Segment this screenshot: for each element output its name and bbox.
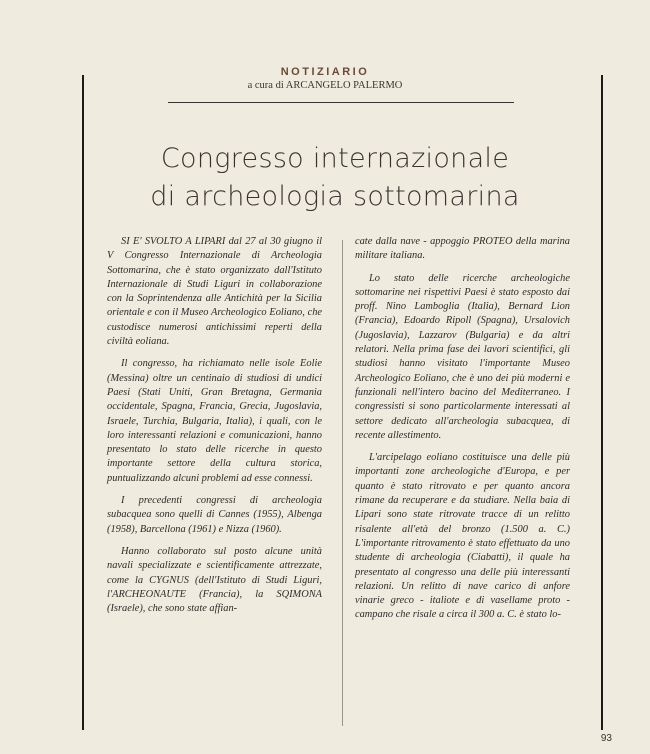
title-line-1: Congresso internazionale xyxy=(160,143,510,174)
text-column-left xyxy=(107,235,322,624)
editor-byline: a cura di ARCANGELO PALERMO xyxy=(247,80,403,91)
text-column-right xyxy=(355,235,570,631)
title-line-2: di archeologia sottomarina xyxy=(150,181,520,212)
paragraph: I precedenti congressi di archeologia subacquea sono quelli di Cannes (1955), Albenga (1958), Barcellona (1961) e Nizza (1960). xyxy=(107,495,322,535)
paragraph: SI E' SVOLTO A LIPARI dal 27 al 30 giugno il V Congresso Internazionale di Archeologia Sottomarina, che è stato organizzato dall'Istituto Internazionale di Studi Liguri in collaborazione con la Soprintendenza alle Antichità per la Sicilia orientale e con il Museo Archeologico Eoliano, che custodisce numerosi antichissimi reperti della civiltà eoliana. xyxy=(107,236,322,348)
paragraph: Lo stato delle ricerche archeologiche sottomarine nei rispettivi Paesi è stato esposto dai proff. Nino Lamboglia (Italia), Bernard Lion (Francia), Edoardo Ripoll (Spagna), Ursalovich (Jugoslavia), Lazzarov (Bulgaria) e da altri relatori. Nella prima fase dei lavori scientifici, gli studiosi hanno visitato l'importante Museo Archeologico Eoliano, che è uno dei più moderni e funzionali nell'intero bacino del Mediterraneo. I congressisti si sono particolarmente interessati al settore dedicato all'archeologia subacquea, di recente allestimento. xyxy=(355,272,570,441)
paragraph: Hanno collaborato sul posto alcune unità navali specializzate e scientificamente attrezzate, come la CYGNUS (dell'Istituto di Studi Liguri, l'ARCHEONAUTE (Francia), la SQIMONA (Israele), che sono state affian- xyxy=(107,545,322,615)
section-header xyxy=(200,66,450,91)
article-title xyxy=(100,140,570,216)
paragraph: cate dalla nave - appoggio PROTEO della marina militare italiana. xyxy=(355,236,570,262)
paragraph: L'arcipelago eoliano costituisce una delle più importanti zone archeologiche d'Europa, e per quanto è stato ritrovato e per quanto ancora rimane da recuperare e da studiare. Nella baia di Lipari sono state ritrovate tracce di un relitto risalente all'età del bronzo (1.500 a. C.) L'importante ritrovamento è stato effettuato da uno studente di archeologia (Ciabatti), il quale ha presentato al congresso una delle più interessanti relazioni. Un relitto di nave carico di anfore vinarie greco - italiote e di vasellame proto - campano che risale a circa il 300 a. C. è stato lo- xyxy=(355,452,570,621)
paragraph: Il congresso, ha richiamato nelle isole Eolie (Messina) oltre un centinaio di studiosi di undici Paesi (Stati Uniti, Gran Bretagna, Germania occidentale, Spagna, Francia, Grecia, Jugoslavia, Israele, Turchia, Bulgaria, Italia), i quali, con le loro interessanti relazioni e comunicazioni, hanno presentato lo stato delle ricerche in questo importante settore della cultura storica, puntualizzando alcuni problemi ad esse connessi. xyxy=(107,358,322,484)
section-name: NOTIZIARIO xyxy=(280,66,370,78)
left-border-rule xyxy=(82,75,84,730)
page-number: 93 xyxy=(600,733,612,744)
header-divider xyxy=(168,102,514,103)
right-border-rule xyxy=(601,75,603,730)
column-divider xyxy=(342,240,343,726)
